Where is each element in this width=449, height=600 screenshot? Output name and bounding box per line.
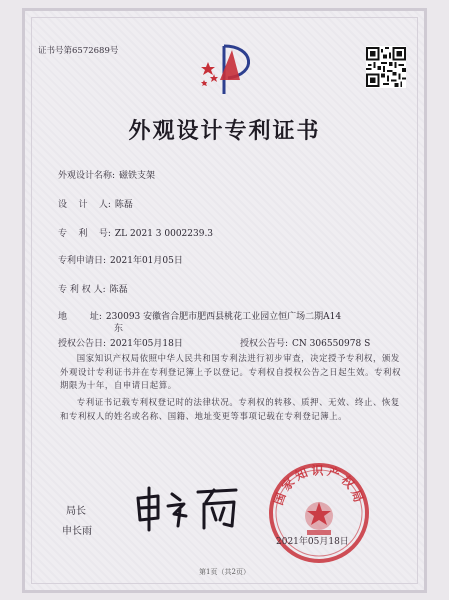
field-application-date <box>58 253 183 266</box>
field-patent-number <box>58 226 213 239</box>
qr-code <box>366 46 406 88</box>
signatory-name: 申长雨 <box>62 526 92 537</box>
page-title: 外观设计专利证书 <box>128 119 321 144</box>
svg-text:国家知识产权局: 国家知识产权局 <box>271 463 367 507</box>
field-grant-date <box>58 336 183 349</box>
field-value: ZL 2021 3 0002239.3 <box>114 229 214 239</box>
body-paragraph: 国家知识产权局依照中华人民共和国专利法进行初步审查，决定授予专利权，颁发外观设计专利证书并在专利登记簿上予以登记。专利权自授权公告之日起生效。专利权期限为十年，自申请日起算。 <box>60 353 402 390</box>
field-value: 230093 安徽省合肥市肥西县桃花工业园立恒广场二期A14 <box>105 312 342 322</box>
field-label: 专利申请日: <box>58 256 107 266</box>
field-address <box>58 309 341 322</box>
issue-date: 2021年05月18日 <box>276 537 349 547</box>
field-value: 陈磊 <box>114 200 133 210</box>
field-label: 专 利 号: <box>58 229 111 239</box>
field-label: 设 计 人: <box>58 200 111 210</box>
field-value: 陈磊 <box>109 285 128 295</box>
field-address-line2: 东 <box>114 324 124 334</box>
handwritten-signature <box>128 480 248 536</box>
certificate-number: 证书号第6572689号 <box>38 46 119 56</box>
signature-title: 局长 <box>66 506 86 517</box>
field-value: 2021年05月18日 <box>110 339 183 349</box>
field-grant-number <box>240 336 370 349</box>
field-label: 地 址: <box>58 312 102 322</box>
field-value: CN 306550978 S <box>292 339 371 349</box>
field-patentee <box>58 282 128 295</box>
field-value: 2021年01月05日 <box>110 256 183 266</box>
body-paragraph: 专利证书记载专利权登记时的法律状况。专利权的转移、质押、无效、终止、恢复和专利权人的姓名或名称、国籍、地址变更等事项记载在专利登记簿上。 <box>60 397 400 421</box>
field-label: 授权公告日: <box>58 339 107 349</box>
field-label: 授权公告号: <box>240 339 289 349</box>
field-design-name <box>58 168 155 181</box>
field-designer <box>58 197 133 210</box>
official-seal <box>266 460 372 566</box>
page-number: 第1页（共2页） <box>199 568 250 576</box>
field-label: 专 利 权 人: <box>58 285 106 295</box>
field-label: 外观设计名称: <box>58 171 116 181</box>
patent-office-logo <box>198 40 268 100</box>
field-value: 磁铁支架 <box>119 171 156 181</box>
